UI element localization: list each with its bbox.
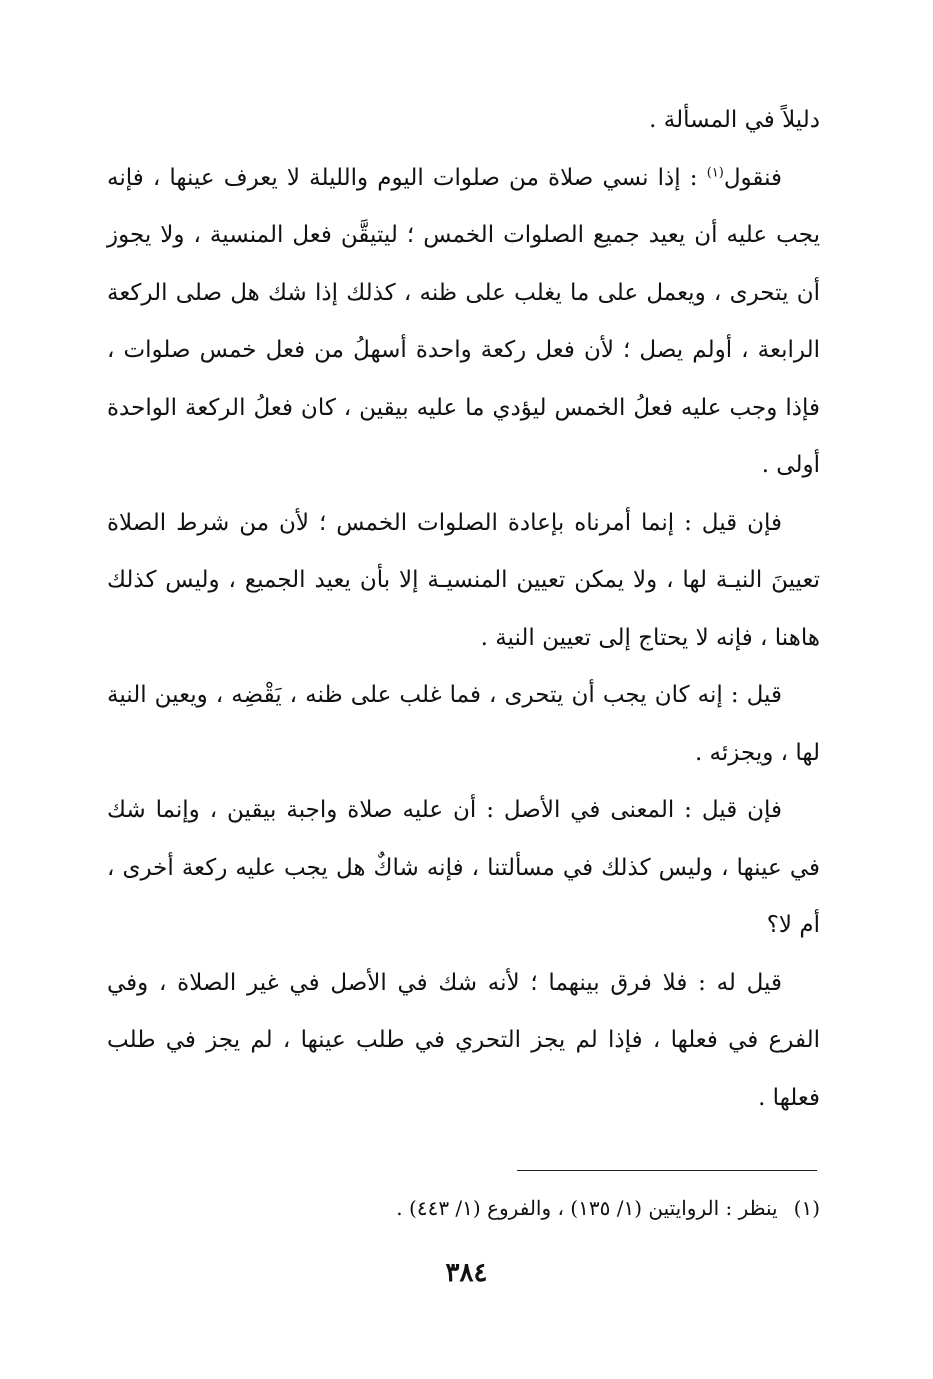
footnote-number: (١)	[793, 1196, 820, 1220]
paragraph-2-body: : إذا نسي صلاة من صلوات اليوم والليلة لا يعرف عينها ، فإنه يجب عليه أن يعيد جميع الصلوات الخمس ؛ ليتيقَّن فعل المنسية ، ولا يجوز أن يتحرى ، ويعمل على ما يغلب على ظنه ، كذلك إذا شك هل صلى الركعة الرابعة ، أولم يصل ؛ لأن فعل ركعة واحدة أسهلُ من فعل خمس صلوات ، فإذا وجب عليه فعلُ الخمس ليؤدي ما عليه بيقين ، كان فعلُ الركعة الواحدة أولى .	[107, 164, 820, 478]
paragraph-2-lead: فنقول	[723, 164, 783, 191]
footnote-text: ينظر : الروايتين (١/ ١٣٥) ، والفروع (١/ ٤٤٣) .	[396, 1196, 778, 1220]
footnote-marker: (١)	[706, 164, 724, 180]
main-text	[107, 92, 820, 1127]
paragraph-5: فإن قيل : المعنى في الأصل : أن عليه صلاة واجبة بيقين ، وإنما شك في عينها ، وليس كذلك في مسألتنا ، فإنه شاكٌ هل يجب عليه ركعة أخرى ، أم لا؟	[107, 797, 820, 938]
paragraph-1: دليلاً في المسألة .	[649, 107, 820, 133]
paragraph-6: قيل له : فلا فرق بينهما ؛ لأنه شك في الأصل في غير الصلاة ، وفي الفرع في فعلها ، فإذا لم يجز التحري في طلب عينها ، لم يجز في طلب فعلها .	[107, 969, 820, 1111]
footnote-divider	[517, 1170, 817, 1171]
page-number: ٣٨٤	[445, 1258, 488, 1288]
paragraph-3: فإن قيل : إنما أمرناه بإعادة الصلوات الخمس ؛ لأن من شرط الصلاة تعيينَ النيـة لها ، ولا يمكن تعيين المنسيـة إلا بأن يعيد الجميع ، وليس كذلك هاهنا ، فإنه لا يحتاج إلى تعيين النية .	[107, 509, 820, 651]
footnote	[107, 1192, 820, 1224]
paragraph-2	[107, 150, 820, 495]
paragraph-4: قيل : إنه كان يجب أن يتحرى ، فما غلب على ظنه ، يَقْضِه ، ويعين النية لها ، ويجزئه .	[107, 682, 820, 766]
